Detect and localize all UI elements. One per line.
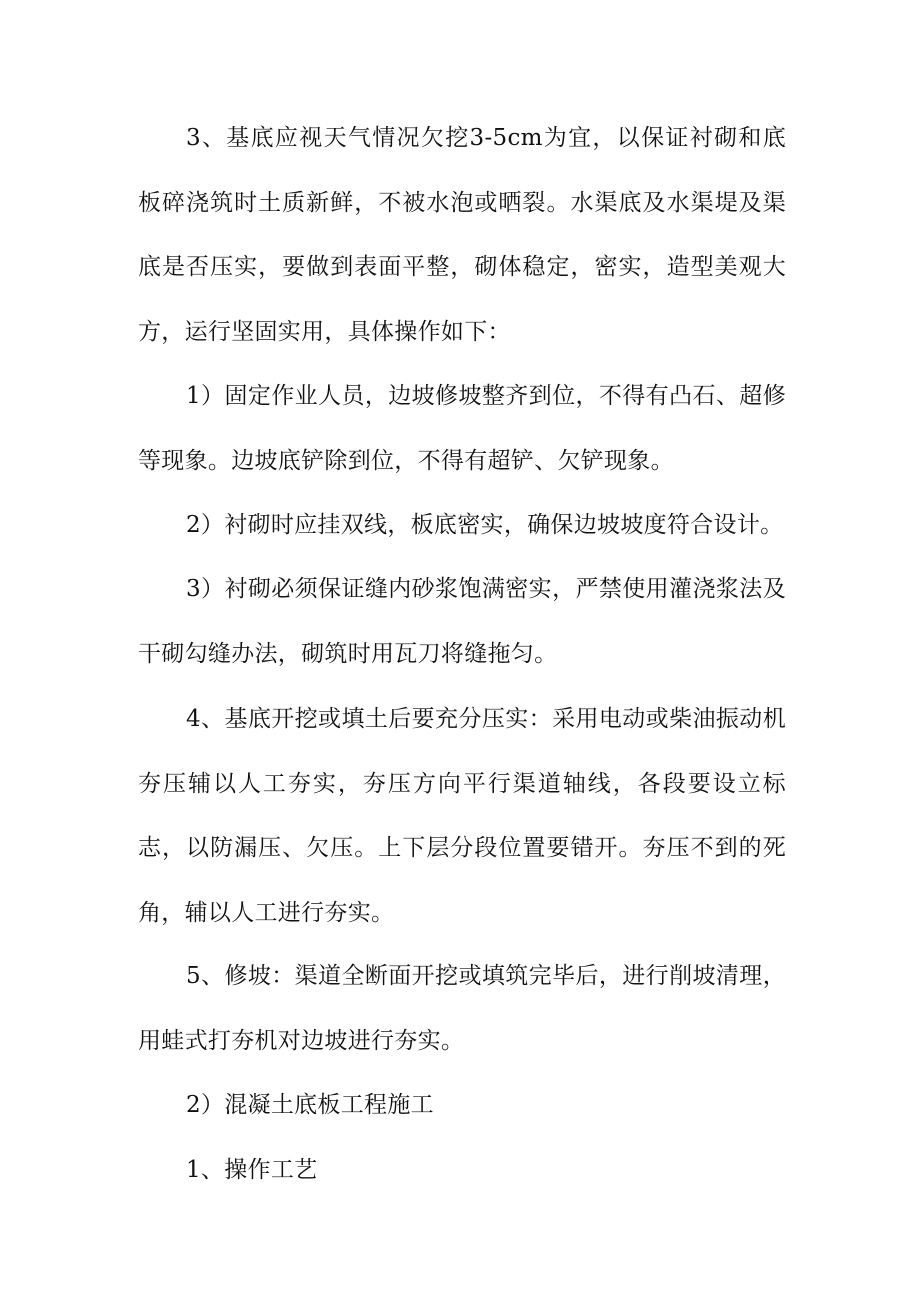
paragraph-base-excavation: 3、基底应视天气情况欠挖3-5cm为宜，以保证衬砌和底板碎浇筑时土质新鲜，不被水泡或晒裂。水渠底及水渠堤及渠底是否压实，要做到表面平整，砌体稳定，密实，造型美观大方，运行坚固实用，具体操作如下： (138, 125, 786, 345)
subheading-operation-process: 1、操作工艺 (186, 1157, 318, 1183)
paragraph-double-line: 2）衬砌时应挂双线，板底密实，确保边坡坡度符合设计。 (186, 512, 784, 538)
paragraph-compaction: 4、基底开挖或填土后要充分压实：采用电动或柴油振动机夯压辅以人工夯实，夯压方向平行渠道轴线，各段要设立标志，以防漏压、欠压。上下层分段位置要错开。夯压不到的死角，辅以人工进行夯实。 (138, 706, 786, 926)
paragraph-slope-trimming: 5、修坡：渠道全断面开挖或填筑完毕后，进行削坡清理，用蛙式打夯机对边坡进行夯实。 (138, 963, 786, 1054)
section-heading-concrete-floor: 2）混凝土底板工程施工 (186, 1092, 434, 1118)
paragraph-fixed-workers: 1）固定作业人员，边坡修坡整齐到位，不得有凸石、超修等现象。边坡底铲除到位，不得有超铲、欠铲现象。 (138, 383, 786, 474)
paragraph-mortar-joints: 3）衬砌必须保证缝内砂浆饱满密实，严禁使用灌浇浆法及干砌勾缝办法，砌筑时用瓦刀将缝拖匀。 (138, 576, 786, 667)
